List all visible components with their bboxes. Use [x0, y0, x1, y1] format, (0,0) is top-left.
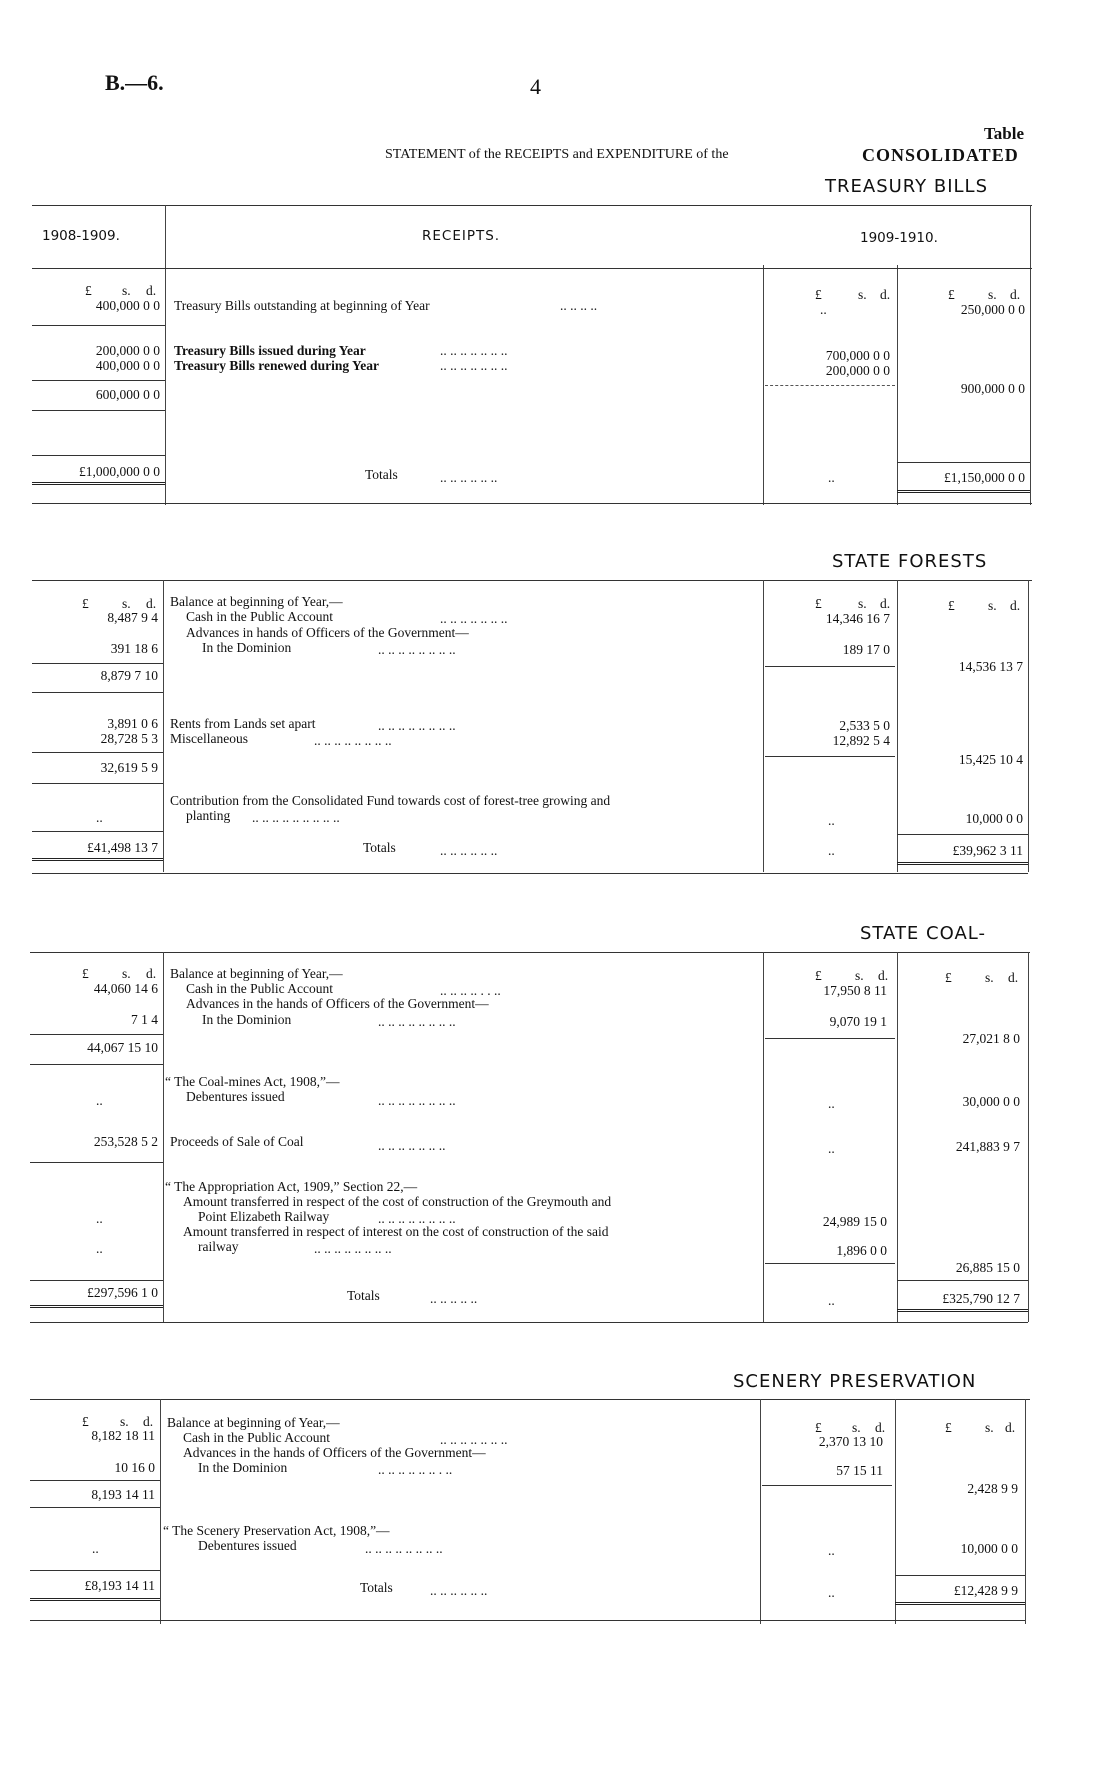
row-label: Treasury Bills issued during Year [174, 343, 366, 358]
cell-value: 391 18 6 [110, 641, 158, 656]
cur-shilling: s. [122, 283, 131, 298]
row-label: Cash in the Public Account [186, 981, 333, 996]
row-label: Balance at beginning of Year,— [170, 966, 343, 981]
subtotal-value: 27,021 8 0 [962, 1031, 1020, 1046]
cell-value: 10,000 0 0 [965, 811, 1023, 826]
leader-dots: .. .. .. .. .. .. .. .. [314, 1241, 392, 1256]
consolidated-heading: CONSOLIDATED [862, 145, 1019, 165]
total-value: £1,000,000 0 0 [79, 464, 160, 479]
coal-title: STATE COAL- [860, 923, 986, 944]
total-value: £8,193 14 11 [84, 1578, 155, 1593]
cell-value: .. [828, 813, 835, 828]
statement-heading: STATEMENT of the RECEIPTS and EXPENDITURE of the [385, 147, 729, 162]
cell-value: 30,000 0 0 [962, 1094, 1020, 1109]
cell-value: .. [828, 843, 835, 858]
cell-value: 3,891 0 6 [107, 716, 158, 731]
cell-value: 2,370 13 10 [818, 1434, 883, 1449]
leader-dots: .. .. .. .. .. .. [440, 470, 498, 485]
cell-value: 24,989 15 0 [822, 1214, 887, 1229]
cell-value: 700,000 0 0 [825, 348, 890, 363]
row-label: Proceeds of Sale of Coal [170, 1134, 304, 1149]
cur-pound: £ [948, 287, 955, 302]
cell-value: .. [96, 1241, 103, 1256]
row-label: In the Dominion [198, 1460, 288, 1475]
cell-value: 44,060 14 6 [93, 981, 158, 996]
cur-pound: £ [815, 287, 822, 302]
subtotal-value: 600,000 0 0 [95, 387, 160, 402]
cell-value: 10,000 0 0 [960, 1541, 1018, 1556]
cur-pence: d. [146, 283, 157, 298]
leader-dots: .. .. .. .. .. .. . .. [378, 1462, 453, 1477]
cell-value: .. [828, 1543, 835, 1558]
cell-value: 1,896 0 0 [836, 1243, 887, 1258]
cur-shilling: s. [988, 287, 997, 302]
row-label: Advances in the hands of Officers of the Government— [183, 1445, 486, 1460]
subtotal-value: 8,879 7 10 [100, 668, 158, 683]
row-label: “ The Coal-mines Act, 1908,”— [165, 1074, 340, 1089]
row-label: Point Elizabeth Railway [198, 1209, 330, 1224]
totals-label: Totals [347, 1288, 380, 1303]
cell-value: .. [828, 1141, 835, 1156]
cell-value: 2,533 5 0 [839, 718, 890, 733]
row-label: planting [186, 808, 231, 823]
cell-value: 28,728 5 3 [100, 731, 158, 746]
cell-value: 14,346 16 7 [825, 611, 890, 626]
row-label: In the Dominion [202, 640, 292, 655]
table-word: Table [984, 124, 1025, 143]
page-ref: B.—6. [105, 70, 164, 95]
cur-pence: d. [1010, 287, 1021, 302]
subtotal-value: 44,067 15 10 [87, 1040, 158, 1055]
row-label: Balance at beginning of Year,— [167, 1415, 340, 1430]
col-1909: 1909-1910. [860, 230, 938, 246]
cell-value: .. [828, 1096, 835, 1111]
cell-value: .. [96, 1093, 103, 1108]
row-label: In the Dominion [202, 1012, 292, 1027]
leader-dots: .. .. .. .. .. .. .. [440, 611, 508, 626]
row-label: Amount transferred in respect of interest on the cost of construction of the said [183, 1224, 609, 1239]
subtotal-value: 900,000 0 0 [960, 381, 1025, 396]
leader-dots: .. .. .. .. .. .. .. .. [378, 718, 456, 733]
cell-value: 400,000 0 0 [95, 298, 160, 313]
subtotal-value: 2,428 9 9 [967, 1481, 1018, 1496]
leader-dots: .. .. .. .. .. .. .. .. [378, 642, 456, 657]
cell-value: 8,487 9 4 [107, 610, 158, 625]
leader-dots: .. .. .. .. .. .. .. .. [378, 1093, 456, 1108]
cell-value: .. [820, 302, 827, 317]
cell-value: .. [92, 1541, 99, 1556]
cell-value: .. [828, 1293, 835, 1308]
leader-dots: .. .. .. .. .. .. [430, 1583, 488, 1598]
treasury-title: TREASURY BILLS [825, 176, 989, 197]
row-label: Treasury Bills outstanding at beginning of Year [174, 298, 430, 313]
cell-value: 10 16 0 [114, 1460, 155, 1475]
col-1908: 1908-1909. [42, 228, 120, 244]
leader-dots: .. .. .. .. .. .. .. .. .. [252, 810, 340, 825]
cell-value: .. [96, 810, 103, 825]
forests-title: STATE FORESTS [832, 551, 988, 572]
cell-value: 200,000 0 0 [95, 343, 160, 358]
cell-value: 17,950 8 11 [823, 983, 887, 998]
cell-value: 7 1 4 [131, 1012, 158, 1027]
cell-value: .. [828, 1585, 835, 1600]
row-label: Rents from Lands set apart [170, 716, 316, 731]
totals-label: Totals [360, 1580, 393, 1595]
row-label: Contribution from the Consolidated Fund towards cost of forest-tree growing and [170, 793, 611, 808]
row-label: Advances in the hands of Officers of the Government— [186, 996, 489, 1011]
total-value: £297,596 1 0 [87, 1285, 158, 1300]
cell-value: 200,000 0 0 [825, 363, 890, 378]
cell-value: .. [96, 1211, 103, 1226]
cell-value: 400,000 0 0 [95, 358, 160, 373]
total-value: £1,150,000 0 0 [944, 470, 1025, 485]
subtotal-value: 32,619 5 9 [100, 760, 158, 775]
total-value: £325,790 12 7 [942, 1291, 1020, 1306]
cell-value: 12,892 5 4 [832, 733, 890, 748]
row-label: Cash in the Public Account [183, 1430, 330, 1445]
row-label: Miscellaneous [170, 731, 248, 746]
totals-label: Totals [365, 467, 398, 482]
leader-dots: .. .. .. .. .. .. .. [440, 1432, 508, 1447]
cell-value: 57 15 11 [836, 1463, 883, 1478]
row-label: Cash in the Public Account [186, 609, 333, 624]
leader-dots: .. .. .. .. .. [430, 1291, 478, 1306]
cell-value: 253,528 5 2 [93, 1134, 158, 1149]
col-receipts: RECEIPTS. [422, 228, 501, 244]
row-label: Treasury Bills renewed during Year [174, 358, 379, 373]
leader-dots: .. .. .. .. .. .. .. [440, 343, 508, 358]
subtotal-value: 8,193 14 11 [91, 1487, 155, 1502]
leader-dots: .. .. .. .. .. .. .. .. [365, 1541, 443, 1556]
total-value: £39,962 3 11 [952, 843, 1023, 858]
leader-dots: .. .. .. .. .. .. .. .. [314, 733, 392, 748]
row-label: “ The Appropriation Act, 1909,” Section 22,— [165, 1179, 418, 1194]
total-value: £12,428 9 9 [953, 1583, 1018, 1598]
cur-pound: £ [85, 283, 92, 298]
cell-value: .. [828, 470, 835, 485]
page-number: 4 [530, 74, 541, 99]
row-label: railway [198, 1239, 239, 1254]
row-label: Debentures issued [186, 1089, 285, 1104]
cell-value: 9,070 19 1 [829, 1014, 887, 1029]
cell-value: 189 17 0 [842, 642, 890, 657]
subtotal-value: 15,425 10 4 [958, 752, 1023, 767]
row-label: Amount transferred in respect of the cost of construction of the Greymouth and [183, 1194, 612, 1209]
leader-dots: .. .. .. .. .. .. .. [378, 1138, 446, 1153]
leader-dots: .. .. .. .. . . .. [440, 983, 501, 998]
cur-shilling: s. [858, 287, 867, 302]
row-label: Advances in hands of Officers of the Government— [186, 625, 469, 640]
subtotal-value: 14,536 13 7 [958, 659, 1023, 674]
total-value: £41,498 13 7 [87, 840, 158, 855]
totals-label: Totals [363, 840, 396, 855]
row-label: “ The Scenery Preservation Act, 1908,”— [163, 1523, 390, 1538]
row-label: Debentures issued [198, 1538, 297, 1553]
leader-dots: .. .. .. .. .. .. .. [440, 358, 508, 373]
cell-value: 241,883 9 7 [955, 1139, 1020, 1154]
cur-pence: d. [880, 287, 891, 302]
row-label: Balance at beginning of Year,— [170, 594, 343, 609]
scenery-title: SCENERY PRESERVATION [733, 1371, 977, 1392]
leader-dots: .. .. .. .. .. .. .. .. [378, 1211, 456, 1226]
subtotal-value: 26,885 15 0 [955, 1260, 1020, 1275]
leader-dots: .. .. .. .. .. .. .. .. [378, 1014, 456, 1029]
leader-dots: .. .. .. .. [560, 298, 598, 313]
leader-dots: .. .. .. .. .. .. [440, 843, 498, 858]
cell-value: 250,000 0 0 [960, 302, 1025, 317]
cell-value: 8,182 18 11 [91, 1428, 155, 1443]
